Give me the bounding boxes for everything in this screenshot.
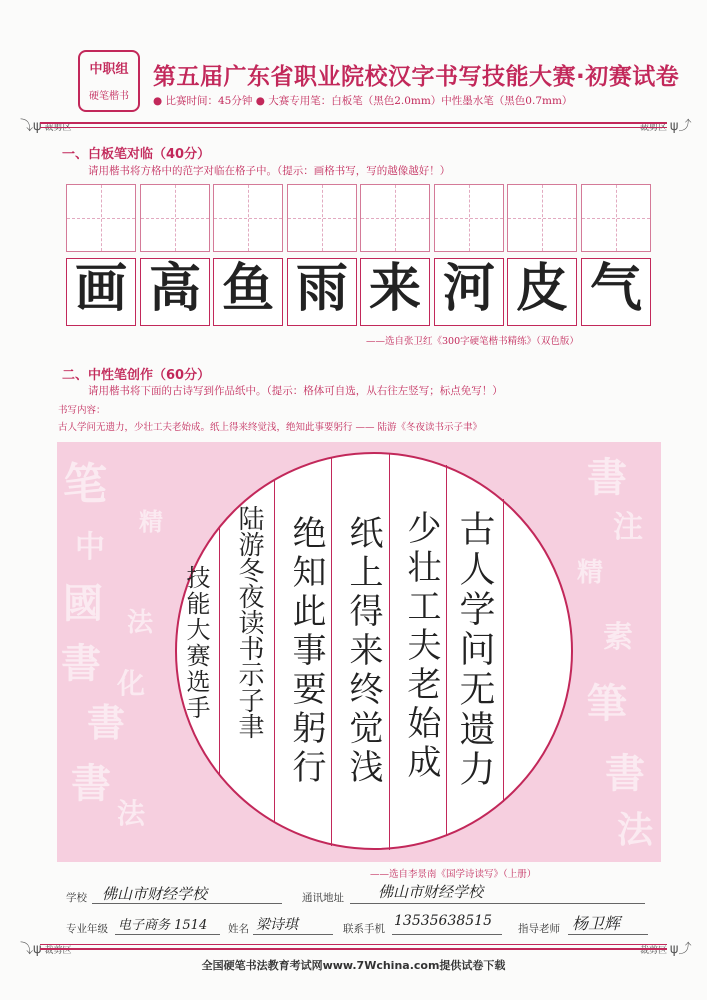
watermark-decoration: 中	[75, 530, 105, 565]
watermark-decoration: 化	[117, 667, 146, 700]
school-value[interactable]: 佛山市财经学校	[102, 885, 208, 903]
model-character: 画	[66, 258, 136, 326]
model-character: 鱼	[213, 258, 283, 326]
school-label: 学校	[66, 892, 87, 904]
badge-bottom-label: 硬笔楷书	[89, 91, 129, 102]
teacher-label: 指导老师	[518, 923, 560, 935]
right-cut-mark-top: 裁剪区 ψ⤴	[640, 119, 692, 134]
name-label: 姓名	[228, 923, 249, 935]
watermark-decoration: 書	[87, 700, 126, 745]
address-field-line	[350, 903, 645, 904]
left-cut-mark-bottom: ⤵ψ 裁剪区	[20, 942, 72, 957]
paper-title: 第五届广东省职业院校汉字书写技能大赛·初赛试卷	[153, 64, 680, 90]
bottom-rule-thin	[40, 944, 667, 945]
major-label: 专业年级	[66, 923, 108, 935]
bottom-rule	[40, 948, 667, 950]
poem-line-1: 古人学问无遗力	[454, 510, 495, 790]
model-character: 河	[434, 258, 504, 326]
poem-line-2: 少壮工夫老始成	[401, 510, 441, 783]
model-character: 气	[581, 258, 651, 326]
practice-cell[interactable]	[507, 184, 577, 252]
practice-cell[interactable]	[434, 184, 504, 252]
practice-cell[interactable]	[287, 184, 357, 252]
address-value[interactable]: 佛山市财经学校	[378, 883, 484, 901]
column-rule	[389, 453, 390, 850]
practice-cell[interactable]	[581, 184, 651, 252]
watermark-decoration: 書	[605, 750, 645, 797]
contestant-signature: 技能大赛选手	[182, 565, 210, 721]
section2-instruction: 请用楷书将下面的古诗写到作品纸中。（提示：格体可自选，从右往左竖写；标点免写！）	[88, 385, 503, 397]
category-badge	[78, 50, 140, 112]
watermark-decoration: 笔	[63, 459, 107, 510]
practice-cell[interactable]	[140, 184, 210, 252]
teacher-value[interactable]: 杨卫辉	[572, 914, 621, 933]
watermark-decoration: 書	[587, 454, 627, 501]
left-cut-mark-top: ⤵ψ 裁剪区	[20, 119, 72, 134]
teacher-field-line	[568, 934, 648, 935]
watermark-decoration: 精	[139, 507, 163, 536]
right-cut-mark-bottom: 裁剪区 ψ⤴	[640, 942, 692, 957]
top-rule-thin	[40, 127, 667, 128]
model-character: 来	[360, 258, 430, 326]
watermark-decoration: 素	[603, 620, 633, 655]
name-value[interactable]: 梁诗琪	[256, 917, 298, 933]
model-character: 皮	[507, 258, 577, 326]
practice-cell[interactable]	[360, 184, 430, 252]
section1-heading: 一、白板笔对临（40分）	[62, 147, 211, 162]
badge-top-label: 中职组	[89, 62, 129, 77]
section1-source: ——选自张卫红《300字硬笔楷书精练》（双色版）	[366, 336, 579, 347]
poem-author-title: 陆游冬夜读书示子聿	[234, 505, 264, 739]
watermark-decoration: 書	[61, 640, 101, 687]
column-rule	[274, 479, 275, 823]
column-rule	[331, 457, 332, 846]
major-field-line	[115, 934, 220, 935]
footer-download-note: 全国硬笔书法教育考试网www.7Wchina.com提供试卷下载	[201, 959, 506, 972]
model-character: 雨	[287, 258, 357, 326]
watermark-decoration: 精	[577, 558, 604, 588]
column-rule	[446, 465, 447, 836]
section2-source: ——选自李景南《国学诗读写》（上册）	[370, 869, 537, 880]
watermark-decoration: 法	[617, 809, 654, 851]
major-value[interactable]: 电子商务 1514	[118, 918, 208, 933]
content-label: 书写内容：	[58, 405, 106, 416]
watermark-decoration: 注	[613, 510, 643, 545]
watermark-decoration: 書	[71, 760, 111, 807]
section1-instruction: 请用楷书将方格中的范字对临在格子中。（提示：画格书写，写的越像越好！）	[88, 165, 451, 177]
watermark-decoration: 筆	[587, 680, 627, 727]
practice-cell[interactable]	[66, 184, 136, 252]
phone-field-line	[392, 934, 502, 935]
poem-content: 古人学问无遗力，少壮工夫老始成。纸上得来终觉浅，绝知此事要躬行 —— 陆游《冬夜读书示子聿》	[58, 422, 483, 433]
address-label: 通讯地址	[302, 892, 344, 904]
phone-label: 联系手机	[343, 923, 385, 935]
column-rule	[503, 499, 504, 802]
exam-info-line: ● 比赛时间：45分钟 ● 大赛专用笔：白板笔（黑色2.0mm）中性墨水笔（黑色0.7mm）	[153, 95, 573, 107]
model-character: 高	[140, 258, 210, 326]
phone-value[interactable]: 13535638515	[394, 913, 492, 929]
watermark-decoration: 法	[127, 608, 154, 638]
poem-line-4: 绝知此事要躬行	[286, 515, 326, 788]
section2-heading: 二、中性笔创作（60分）	[62, 368, 211, 383]
column-rule	[219, 526, 220, 776]
watermark-decoration: 法	[117, 797, 146, 830]
poem-line-3: 纸上得来终觉浅	[343, 515, 383, 788]
name-field-line	[253, 934, 333, 935]
top-rule	[40, 122, 667, 124]
watermark-decoration: 國	[63, 580, 103, 627]
practice-cell[interactable]	[213, 184, 283, 252]
